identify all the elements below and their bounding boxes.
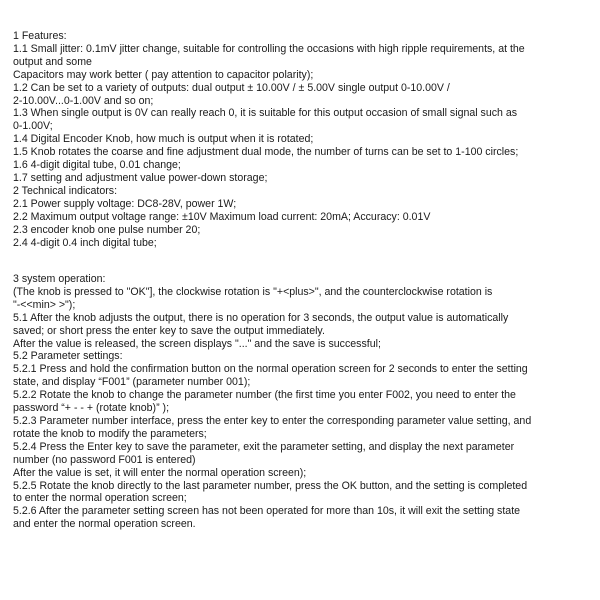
text-line: After the value is released, the screen displays "..." and the save is successful; — [13, 337, 381, 350]
text-line: password “+ - - + (rotate knob)” ); — [13, 402, 170, 415]
text-line: 5.2.6 After the parameter setting screen has not been operated for more than 10s, it will exit the setting state — [13, 505, 521, 518]
text-line: 1.4 Digital Encoder Knob, how much is output when it is rotated; — [13, 133, 314, 146]
text-line: 5.2.3 Parameter number interface, press the enter key to enter the corresponding parameter value setting, and — [13, 414, 532, 427]
section-heading: 1 Features: — [13, 30, 67, 42]
text-line: 2.3 encoder knob one pulse number 20; — [13, 223, 201, 236]
text-line: 2.1 Power supply voltage: DC8-28V, power 1W; — [13, 197, 237, 210]
text-line: 1.6 4-digit digital tube, 0.01 change; — [13, 159, 181, 172]
text-line: "-<<min> >"); — [13, 298, 76, 311]
text-line: rotate the knob to modify the parameters; — [13, 427, 207, 440]
text-line: 2-10.00V...0-1.00V and so on; — [13, 94, 154, 107]
text-line: 2.4 4-digit 0.4 inch digital tube; — [13, 236, 157, 249]
text-line: 5.2.5 Rotate the knob directly to the last parameter number, press the OK button, and the setting is completed — [13, 479, 528, 492]
text-line: 1.7 setting and adjustment value power-down storage; — [13, 171, 268, 184]
section-heading: 2 Technical indicators: — [13, 184, 118, 197]
text-line: 5.1 After the knob adjusts the output, there is no operation for 3 seconds, the output value is automatically — [13, 311, 509, 324]
text-line: 1.2 Can be set to a variety of outputs: dual output ± 10.00V / ± 5.00V single output 0-10.00V / — [13, 81, 450, 94]
text-line: 1.1 Small jitter: 0.1mV jitter change, suitable for controlling the occasions with high ripple requirements, at the — [13, 42, 525, 55]
text-line: (The knob is pressed to "OK"], the clockwise rotation is "+<plus>", and the counterclockwise rotation is — [13, 285, 493, 298]
features-section — [13, 30, 588, 249]
text-line: 5.2.2 Rotate the knob to change the parameter number (the first time you enter F002, you need to enter the — [13, 389, 516, 402]
text-line: state, and display “F001” (parameter number 001); — [13, 376, 251, 389]
text-line: Capacitors may work better ( pay attention to capacitor polarity); — [13, 68, 314, 81]
section-heading: 3 system operation: — [13, 273, 106, 285]
text-line: 1.3 When single output is 0V can really reach 0, it is suitable for this output occasion of small signal such as — [13, 107, 518, 120]
text-line: 2.2 Maximum output voltage range: ±10V Maximum load current: 20mA; Accuracy: 0.01V — [13, 210, 431, 223]
text-line: number (no password F001 is entered) — [13, 453, 196, 466]
system-operation-section — [13, 273, 588, 531]
text-line: After the value is set, it will enter the normal operation screen); — [13, 466, 307, 479]
text-line: saved; or short press the enter key to save the output immediately. — [13, 324, 325, 337]
text-line: 5.2.4 Press the Enter key to save the parameter, exit the parameter setting, and display the next parameter — [13, 440, 515, 453]
text-line: 0-1.00V; — [13, 120, 53, 133]
text-line: to enter the normal operation screen; — [13, 492, 187, 505]
text-line: 5.2.1 Press and hold the confirmation button on the normal operation screen for 2 seconds to enter the setting — [13, 363, 528, 376]
text-line: 1.5 Knob rotates the coarse and fine adjustment dual mode, the number of turns can be set to 1-100 circles; — [13, 146, 519, 159]
section-heading: 5.2 Parameter settings: — [13, 350, 123, 363]
text-line: and enter the normal operation screen. — [13, 518, 196, 531]
text-line: output and some — [13, 55, 92, 68]
